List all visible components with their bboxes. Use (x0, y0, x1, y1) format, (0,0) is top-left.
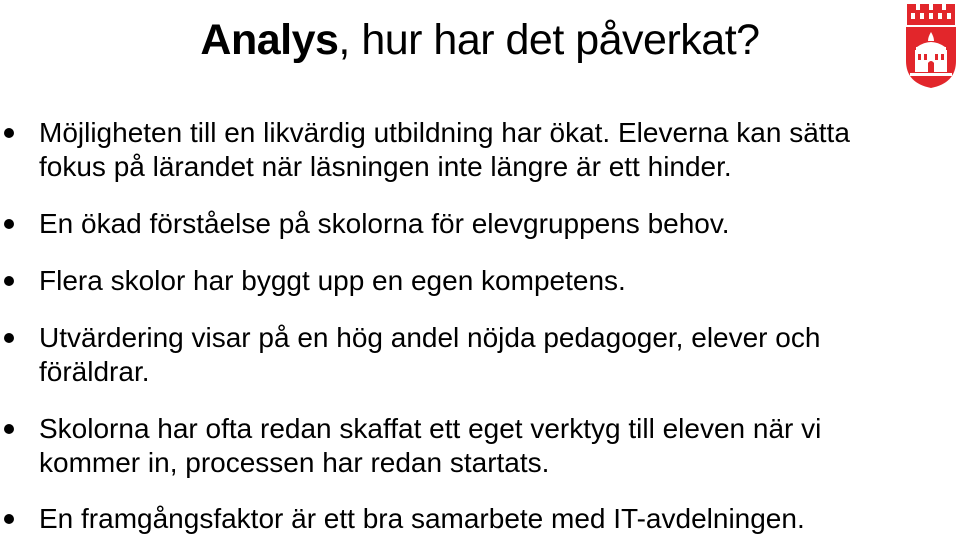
slide-title-rest: , hur har det påverkat? (338, 16, 760, 64)
bullet-text (39, 264, 939, 298)
bullet-text (39, 207, 939, 241)
bullet-dot-icon (4, 514, 14, 524)
bullet-text (39, 321, 939, 389)
bullet-line: kommer in, processen har redan startats. (39, 447, 550, 478)
bullet-line: fokus på lärandet när läsningen inte längre är ett hinder. (39, 151, 732, 182)
bullet-dot-icon (4, 424, 14, 434)
bullet-dot-icon (4, 219, 14, 229)
bullet-dot-icon (4, 276, 14, 286)
bullet-line: Möjligheten till en likvärdig utbildning har ökat. Eleverna kan sätta (39, 117, 850, 148)
bullet-line: föräldrar. (39, 356, 150, 387)
bullet-line: Skolorna har ofta redan skaffat ett eget verktyg till eleven när vi (39, 413, 822, 444)
bullet-text (39, 116, 939, 184)
slide-title-bold: Analys (200, 16, 339, 64)
bullet-text (39, 412, 939, 480)
bullet-line: Utvärdering visar på en hög andel nöjda pedagoger, elever och (39, 322, 821, 353)
bullet-text (39, 502, 939, 536)
bullet-dot-icon (4, 128, 14, 138)
bullet-line: En ökad förståelse på skolorna för elevgruppens behov. (39, 208, 730, 239)
bullet-line: En framgångsfaktor är ett bra samarbete med IT-avdelningen. (39, 503, 805, 534)
bullet-line: Flera skolor har byggt upp en egen kompetens. (39, 265, 626, 296)
bullet-dot-icon (4, 333, 14, 343)
